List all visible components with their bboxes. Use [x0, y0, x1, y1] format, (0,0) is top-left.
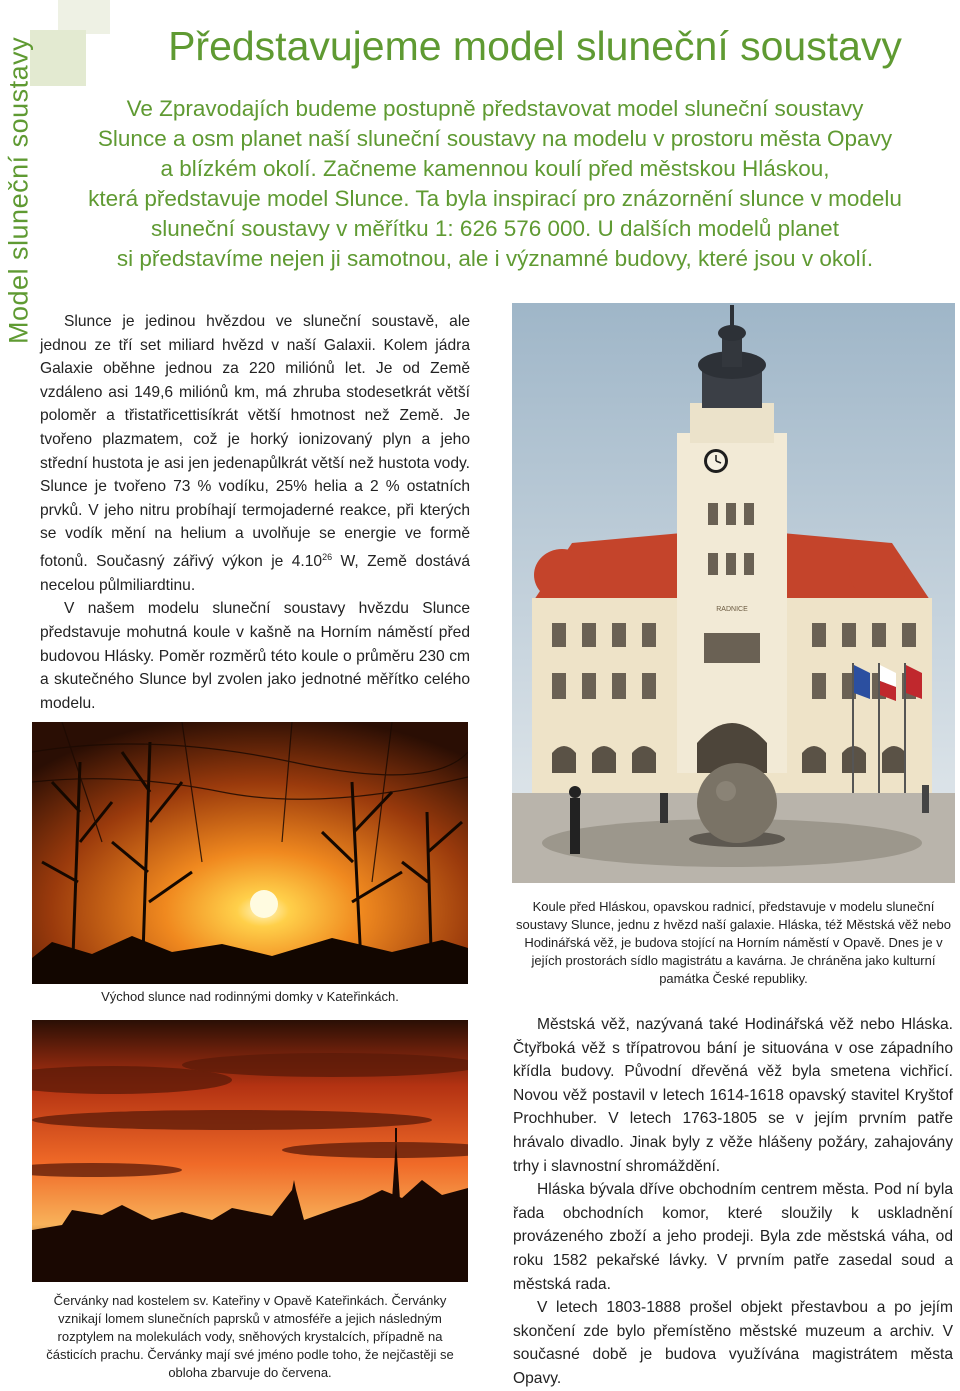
radnice-sign: RADNICE: [716, 606, 748, 613]
town-hall-caption: Koule před Hláskou, opavskou radnicí, představuje v modelu sluneční soustavy Slunce, jednu z hvězd naší galaxie. Hláska, též Městská věž nebo Hodinářská věž, je budova stojící na Horním náměstí v Opavě. Dnes je v jejích prostorách sídlo magistrátu a kavárna. Je chráněna jako kulturní památka České republiky.: [515, 899, 951, 986]
paragraph: Slunce je jedinou hvězdou ve sluneční soustavě, ale jednou ze tří set miliard hvězd v naší Galaxii. Kolem jádra Galaxie oběhne jednou za 220 miliónů let. Je od Země vzdáleno asi 149,6 miliónů km, má zhruba stodesetkrát větší poloměr a třistatřicettisíkrát větší hmotnost než Země. Je tvořeno plazmatem, což je horký ionizovaný plyn a jeho střední hustota je asi jen jedenapůlkrát větší než hustota vody. Slunce je tvořeno 73 % vodíku, 25% helia a 2 % ostatních prvků. V jeho nitru probíhají termojaderné reakce, při kterých se vodík mění na helium a uvolňuje se energie ve formě fotonů. Současný zářivý výkon je 4.10$^{26}$ W, Země dostává necelou půlmiliardtinu.: [40, 313, 470, 594]
intro-line: si představíme nejen ji samotnou, ale i významné budovy, které jsou v okolí.: [116, 246, 874, 271]
intro-paragraph: [40, 94, 950, 274]
intro-line: která představuje model Slunce. Ta byla inspirací pro znázornění slunce v modelu: [88, 186, 902, 211]
decor-square: [58, 0, 110, 34]
tower-article-text: [513, 1013, 953, 1391]
sunset-photo: [32, 1020, 468, 1282]
superscript-exponent: 26: [322, 551, 333, 562]
paragraph: Městská věž, nazývaná také Hodinářská věž nebo Hláska. Čtyřboká věž s třípatrovou bání je situována v ose západního křídla budovy. Původní dřevěná věž byla smetena vichřicí. Novou věž postavil v letech 1614-1618 opavský stavitel Kryštof Prochhuber. V letech 1763-1805 se v jejím prvním patře hrávalo divadlo. Jinak byly z věže hlášeny požáry, zahajovány trhy i slavnostní shromáždění.: [513, 1016, 953, 1175]
paragraph: V našem modelu sluneční soustavy hvězdu Slunce představuje mohutná koule v kašně na Horním náměstí před budovou Hlásky. Poměr rozměrů této koule o průměru 230 cm a skutečného Slunce byl zvolen jako jednotné měřítko celého modelu.: [40, 600, 470, 712]
town-hall-photo: [512, 303, 955, 883]
paragraph: V letech 1803-1888 prošel objekt přestavbou a po jejím skončení zde bylo přemístěno městské muzeum a archiv. V současné době je budova využívána magistrátem města Opavy.: [513, 1299, 953, 1387]
side-section-label: Model sluneční soustavy: [3, 36, 34, 344]
sunrise-caption: Východ slunce nad rodinnými domky v Kateřinkách.: [101, 989, 399, 1004]
intro-line: Ve Zpravodajích budeme postupně představovat model sluneční soustavy: [126, 96, 864, 121]
sun-article-text: [40, 310, 470, 715]
decor-square: [30, 30, 86, 86]
intro-line: a blízkém okolí. Začneme kamennou koulí před městskou Hláskou,: [160, 156, 830, 181]
page-title: Představujeme model sluneční soustavy: [168, 23, 902, 69]
intro-line: sluneční soustavy v měřítku 1: 626 576 000. U dalších modelů planet: [151, 216, 839, 241]
sunset-caption: Červánky nad kostelem sv. Kateřiny v Opavě Kateřinkách. Červánky vznikají lomem slunečních paprsků v atmosféře a jejich následným rozptylem na molekulách vody, sněhových krystalcích, případně na částicích prachu. Červánky mají své jméno podle toho, že nejčastěji se obloha zbarvuje do červena.: [46, 1293, 454, 1380]
paragraph: Hláska bývala dříve obchodním centrem města. Pod ní byla řada obchodních komor, které sloužily k uskladnění provázeného zboží a jeho prodeji. Byla zde městská váha, od roku 1582 pekařské lávky. V prvním patře zasedal soud a městská rada.: [513, 1181, 953, 1293]
sunrise-photo: [32, 722, 468, 984]
intro-line: Slunce a osm planet naší sluneční soustavy na modelu v prostoru města Opavy: [97, 126, 893, 151]
